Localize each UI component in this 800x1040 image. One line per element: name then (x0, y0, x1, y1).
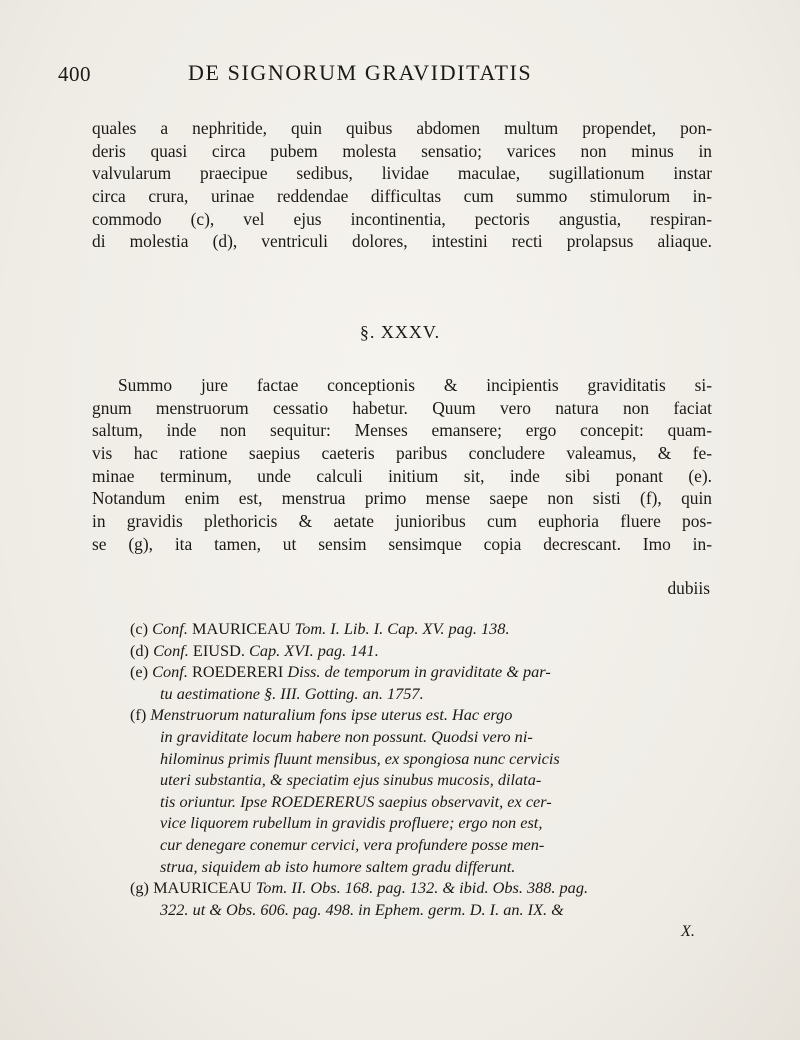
section-heading: §. XXXV. (359, 322, 441, 342)
footnote-text: Cap. XVI. pag. 141. (248, 640, 379, 660)
footnote-mark: (f) (130, 705, 147, 725)
footnote-g (130, 877, 715, 899)
footnote-mark: (e) (130, 662, 149, 682)
catchword: dubiis (667, 578, 710, 598)
text-line: Notandum enim est, menstrua primo mense saepe non sisti (f), quin (92, 488, 712, 509)
text-line: deris quasi circa pubem molesta sensatio; varices non minus in (92, 140, 712, 161)
footnote-f-cont: in graviditate locum habere non possunt. Quodsi vero ni- (160, 726, 533, 746)
footnote-author: ROEDERERI (191, 662, 284, 682)
footnote-text: Tom. I. Lib. I. Cap. XV. pag. 138. (294, 619, 510, 638)
page-number: 400 (58, 62, 91, 86)
footnote-author: EIUSD. (192, 640, 245, 660)
footnote-f-cont: hilominus primis fluunt mensibus, ex spongiosa nunc cervicis (160, 748, 560, 768)
footnote-text: Menstruorum naturalium fons ipse uterus est. Hac ergo (150, 705, 513, 725)
text-line: quales a nephritide, quin quibus abdomen multum propendet, pon- (92, 118, 712, 138)
footnote-f-cont: cur denegare conemur cervici, vera profundere posse men- (160, 834, 545, 854)
footnote-f-cont: strua, siquidem ab isto humore saltem gradu differunt. (160, 856, 516, 876)
footnote-mark: (d) (130, 640, 149, 660)
text-line: in gravidis plethoricis & aetate junioribus cum euphoria fluere pos- (92, 511, 712, 532)
footnote-d (130, 640, 715, 662)
footnote-e-cont: tu aestimatione §. III. Gotting. an. 1757. (160, 683, 424, 703)
footnote-text: Conf. (152, 662, 188, 682)
text-line: circa crura, urinae reddendae difficultas cum summo stimulorum in- (92, 186, 712, 207)
footnote-mark: (c) (130, 619, 149, 638)
footnote-text: Conf. (153, 640, 189, 660)
text-line: minae terminum, unde calculi initium sit, inde sibi ponant (e). (92, 465, 712, 486)
text-line: gnum menstruorum cessatio habetur. Quum vero natura non faciat (92, 397, 712, 418)
footnote-f-cont: uteri substantia, & speciatim ejus sinubus mucosis, dilata- (160, 770, 542, 790)
footnote-f (130, 704, 715, 726)
footnote-catchword: X. (680, 921, 695, 941)
footnote-f-cont: vice liquorem rubellum in gravidis profluere; ergo non est, (160, 813, 543, 833)
footnote-author: MAURICEAU (153, 878, 252, 898)
footnote-e (130, 661, 715, 683)
footnote-author: MAURICEAU (191, 619, 291, 638)
footnote-text: Tom. II. Obs. 168. pag. 132. & ibid. Obs. 388. pag. (255, 878, 589, 898)
footnotes (130, 618, 715, 942)
page-header (58, 60, 708, 92)
paragraph-continuation (92, 117, 712, 253)
text-line: saltum, inde non sequitur: Menses emansere; ergo concepit: quam- (92, 420, 712, 441)
footnote-mark: (g) (130, 878, 149, 898)
footnote-g-cont: 322. ut & Obs. 606. pag. 498. in Ephem. germ. D. I. an. IX. & (160, 899, 564, 919)
footnote-text: Conf. (152, 619, 188, 638)
text-line: vis hac ratione saepius caeteris paribus concludere valeamus, & fe- (92, 443, 712, 464)
running-head: DE SIGNORUM GRAVIDITATIS (188, 60, 533, 85)
footnote-c (130, 618, 715, 640)
footnote-text: Diss. de temporum in graviditate & par- (287, 662, 551, 682)
text-line: di molestia (d), ventriculi dolores, intestini recti prolapsus aliaque. (92, 231, 712, 252)
text-line: commodo (c), vel ejus incontinentia, pectoris angustia, respiran- (92, 208, 712, 229)
text-line: valvularum praecipue sedibus, lividae maculae, sugillationum instar (92, 163, 712, 184)
text-line: Summo jure factae conceptionis & incipientis graviditatis si- (118, 375, 712, 395)
text-line: se (g), ita tamen, ut sensim sensimque copia decrescant. Imo in- (92, 533, 712, 554)
footnote-f-cont: tis oriuntur. Ipse ROEDERERUS saepius observavit, ex cer- (160, 791, 552, 811)
paragraph-main (92, 374, 712, 556)
